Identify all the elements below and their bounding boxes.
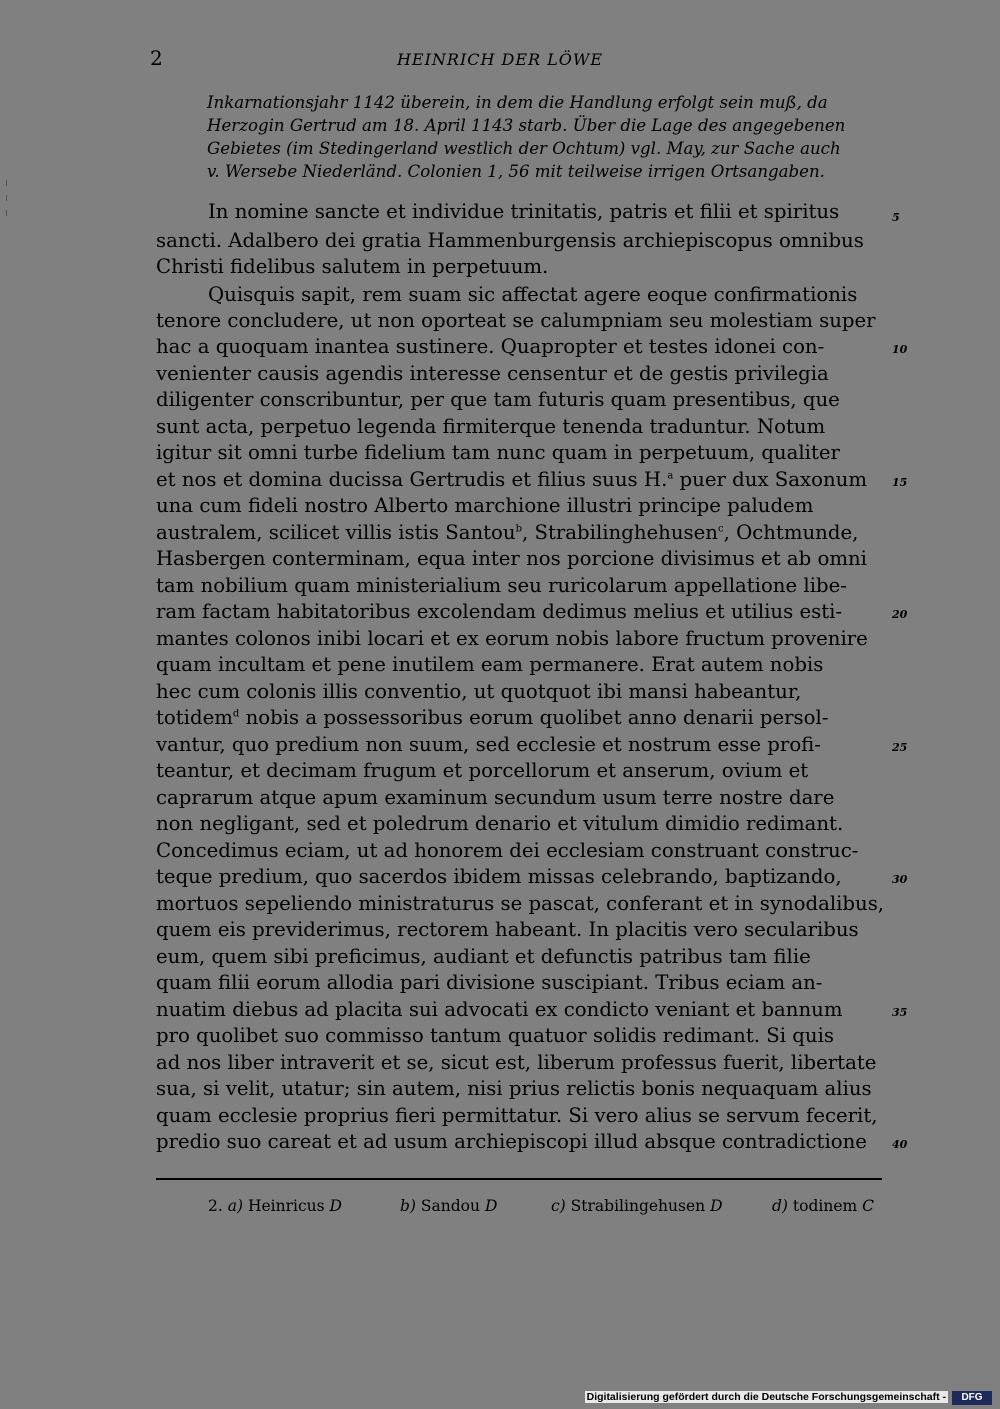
footnote-text: Sandou <box>420 1197 481 1215</box>
body-line: quam ecclesie proprius fieri permittatur. Si vero alius se servum fecerit, <box>156 1104 878 1127</box>
body-line: predio suo careat et ad usum archiepiscopi illud absque contradictione <box>156 1130 867 1153</box>
footnote-text: Heinricus <box>247 1197 325 1215</box>
footnote-mark-a: a <box>667 470 674 482</box>
line-number: 40 <box>892 1138 908 1151</box>
body-line: In nomine sancte et individue trinitatis, patris et filii et spiritus <box>208 200 840 223</box>
body-line: quam incultam et pene inutilem eam permanere. Erat autem nobis <box>156 653 824 676</box>
body-line: hec cum colonis illis conventio, ut quotquot ibi mansi habeantur, <box>156 680 802 703</box>
body-line: non negligant, sed et poledrum denario et vitulum dimidio redimant. <box>156 812 844 835</box>
dfg-logo: DFG <box>952 1391 992 1405</box>
body-line: pro quolibet suo commisso tantum quatuor solidis redimant. Si quis <box>156 1024 834 1047</box>
footnote-c <box>551 1197 723 1215</box>
body-line <box>156 705 828 731</box>
intro-line: Herzogin Gertrud am 18. April 1143 starb. Über die Lage des angegebenen <box>207 116 846 135</box>
body-line: una cum fideli nostro Alberto marchione illustri principe paludem <box>156 494 814 517</box>
footnote-siglum: D <box>710 1197 723 1215</box>
line-text: , Ochtmunde, <box>723 521 859 544</box>
body-line: sua, si velit, utatur; sin autem, nisi prius relictis bonis nequaquam alius <box>156 1077 872 1100</box>
footnote-mark: d) <box>772 1197 788 1215</box>
scan-mark <box>6 180 7 186</box>
footnote-mark: a) <box>227 1197 244 1215</box>
body-line: ad nos liber intraverit et se, sicut est, liberum professus fuerit, libertate <box>156 1051 877 1074</box>
line-number: 25 <box>892 741 908 754</box>
line-number: 15 <box>892 476 908 489</box>
body-line: mortuos sepeliendo ministraturus se pascat, conferant et in synodalibus, <box>156 892 885 915</box>
footnote-b <box>400 1197 497 1215</box>
body-line: sunt acta, perpetuo legenda firmiterque tenenda traduntur. Notum <box>156 415 826 438</box>
running-head: HEINRICH DER LÖWE <box>396 50 604 69</box>
footnote-siglum: D <box>329 1197 342 1215</box>
body-line: Christi fidelibus salutem in perpetuum. <box>156 255 549 278</box>
line-text: , Strabilinghehusen <box>521 521 718 544</box>
body-line: caprarum atque apum examinum secundum usum terre nostre dare <box>156 786 835 809</box>
line-text: nobis a possessoribus eorum quolibet anno denarii persol- <box>239 706 829 729</box>
footnote-mark-c: c <box>717 523 724 535</box>
body-line: quam filii eorum allodia pari divisione suscipiant. Tribus eciam an- <box>156 971 823 994</box>
body-line: eum, quem sibi preficimus, audiant et defunctis patribus tam filie <box>156 945 811 968</box>
body-line: hac a quoquam inantea sustinere. Quapropter et testes idonei con- <box>156 335 825 358</box>
line-number: 10 <box>892 343 908 356</box>
body-line: Quisquis sapit, rem suam sic affectat agere eoque confirmationis <box>208 283 858 306</box>
footnote-mark: c) <box>551 1197 566 1215</box>
body-line: mantes colonos inibi locari et ex eorum nobis labore fructum provenire <box>156 627 868 650</box>
line-number: 35 <box>892 1006 908 1019</box>
body-line: teantur, et decimam frugum et porcellorum et anserum, ovium et <box>156 759 809 782</box>
intro-line: Gebietes (im Stedingerland westlich der Ochtum) vgl. May, zur Sache auch <box>207 139 841 158</box>
page-number: 2 <box>150 46 163 70</box>
body-line <box>156 520 858 546</box>
body-line: quem eis previderimus, rectorem habeant. In placitis vero secularibus <box>156 918 859 941</box>
intro-line: Inkarnationsjahr 1142 überein, in dem die Handlung erfolgt sein muß, da <box>207 93 828 112</box>
line-number: 20 <box>892 608 908 621</box>
body-line: nuatim diebus ad placita sui advocati ex condicto veniant et bannum <box>156 998 843 1021</box>
scan-mark <box>6 210 7 216</box>
footnote-mark-d: d <box>232 708 240 720</box>
line-text: et nos et domina ducissa Gertrudis et filius suus H. <box>156 468 668 491</box>
body-line: venienter causis agendis interesse censentur et de gestis privilegia <box>156 362 829 385</box>
footnote-text: todinem <box>792 1197 858 1215</box>
line-number: 5 <box>892 211 900 224</box>
body-line: tenore concludere, ut non oporteat se calumpniam seu molestiam super <box>156 309 876 332</box>
footnote-divider <box>156 1178 882 1180</box>
intro-line: v. Wersebe Niederländ. Colonien 1, 56 mit teilweise irrigen Ortsangaben. <box>207 162 825 181</box>
body-line: tam nobilium quam ministerialium seu ruricolarum appellatione libe- <box>156 574 847 597</box>
line-number: 30 <box>892 873 908 886</box>
line-text: australem, scilicet villis istis Santou <box>156 521 516 544</box>
line-text: totidem <box>156 706 233 729</box>
footnote-siglum: D <box>484 1197 498 1215</box>
body-line <box>156 467 867 493</box>
body-line: ram factam habitatoribus excolendam dedimus melius et utilius esti- <box>156 600 843 623</box>
body-line: Concedimus eciam, ut ad honorem dei ecclesiam construant construc- <box>156 839 859 862</box>
footnote-mark-b: b <box>515 523 522 535</box>
footnote-text: Strabilingehusen <box>570 1197 706 1215</box>
body-line: vantur, quo predium non suum, sed ecclesie et nostrum esse profi- <box>156 733 821 756</box>
footnote-d <box>772 1197 874 1215</box>
footnote-a <box>208 1197 342 1215</box>
footnote-siglum: C <box>862 1197 875 1215</box>
digitization-credit: Digitalisierung gefördert durch die Deutsche Forschungsgemeinschaft - <box>586 1391 946 1403</box>
line-text: puer dux Saxonum <box>673 468 868 491</box>
body-line: sancti. Adalbero dei gratia Hammenburgensis archiepiscopus omnibus <box>156 229 864 252</box>
body-line: igitur sit omni turbe fidelium tam nunc quam in perpetuum, qualiter <box>156 441 840 464</box>
body-line: Hasbergen conterminam, equa inter nos porcione divisimus et ab omni <box>156 547 867 570</box>
footnote-number: 2. <box>208 1197 223 1215</box>
body-line: diligenter conscribuntur, per que tam futuris quam presentibus, que <box>156 388 840 411</box>
body-line: teque predium, quo sacerdos ibidem missas celebrando, baptizando, <box>156 865 842 888</box>
footnote-mark: b) <box>400 1197 416 1215</box>
scan-mark <box>6 195 7 201</box>
